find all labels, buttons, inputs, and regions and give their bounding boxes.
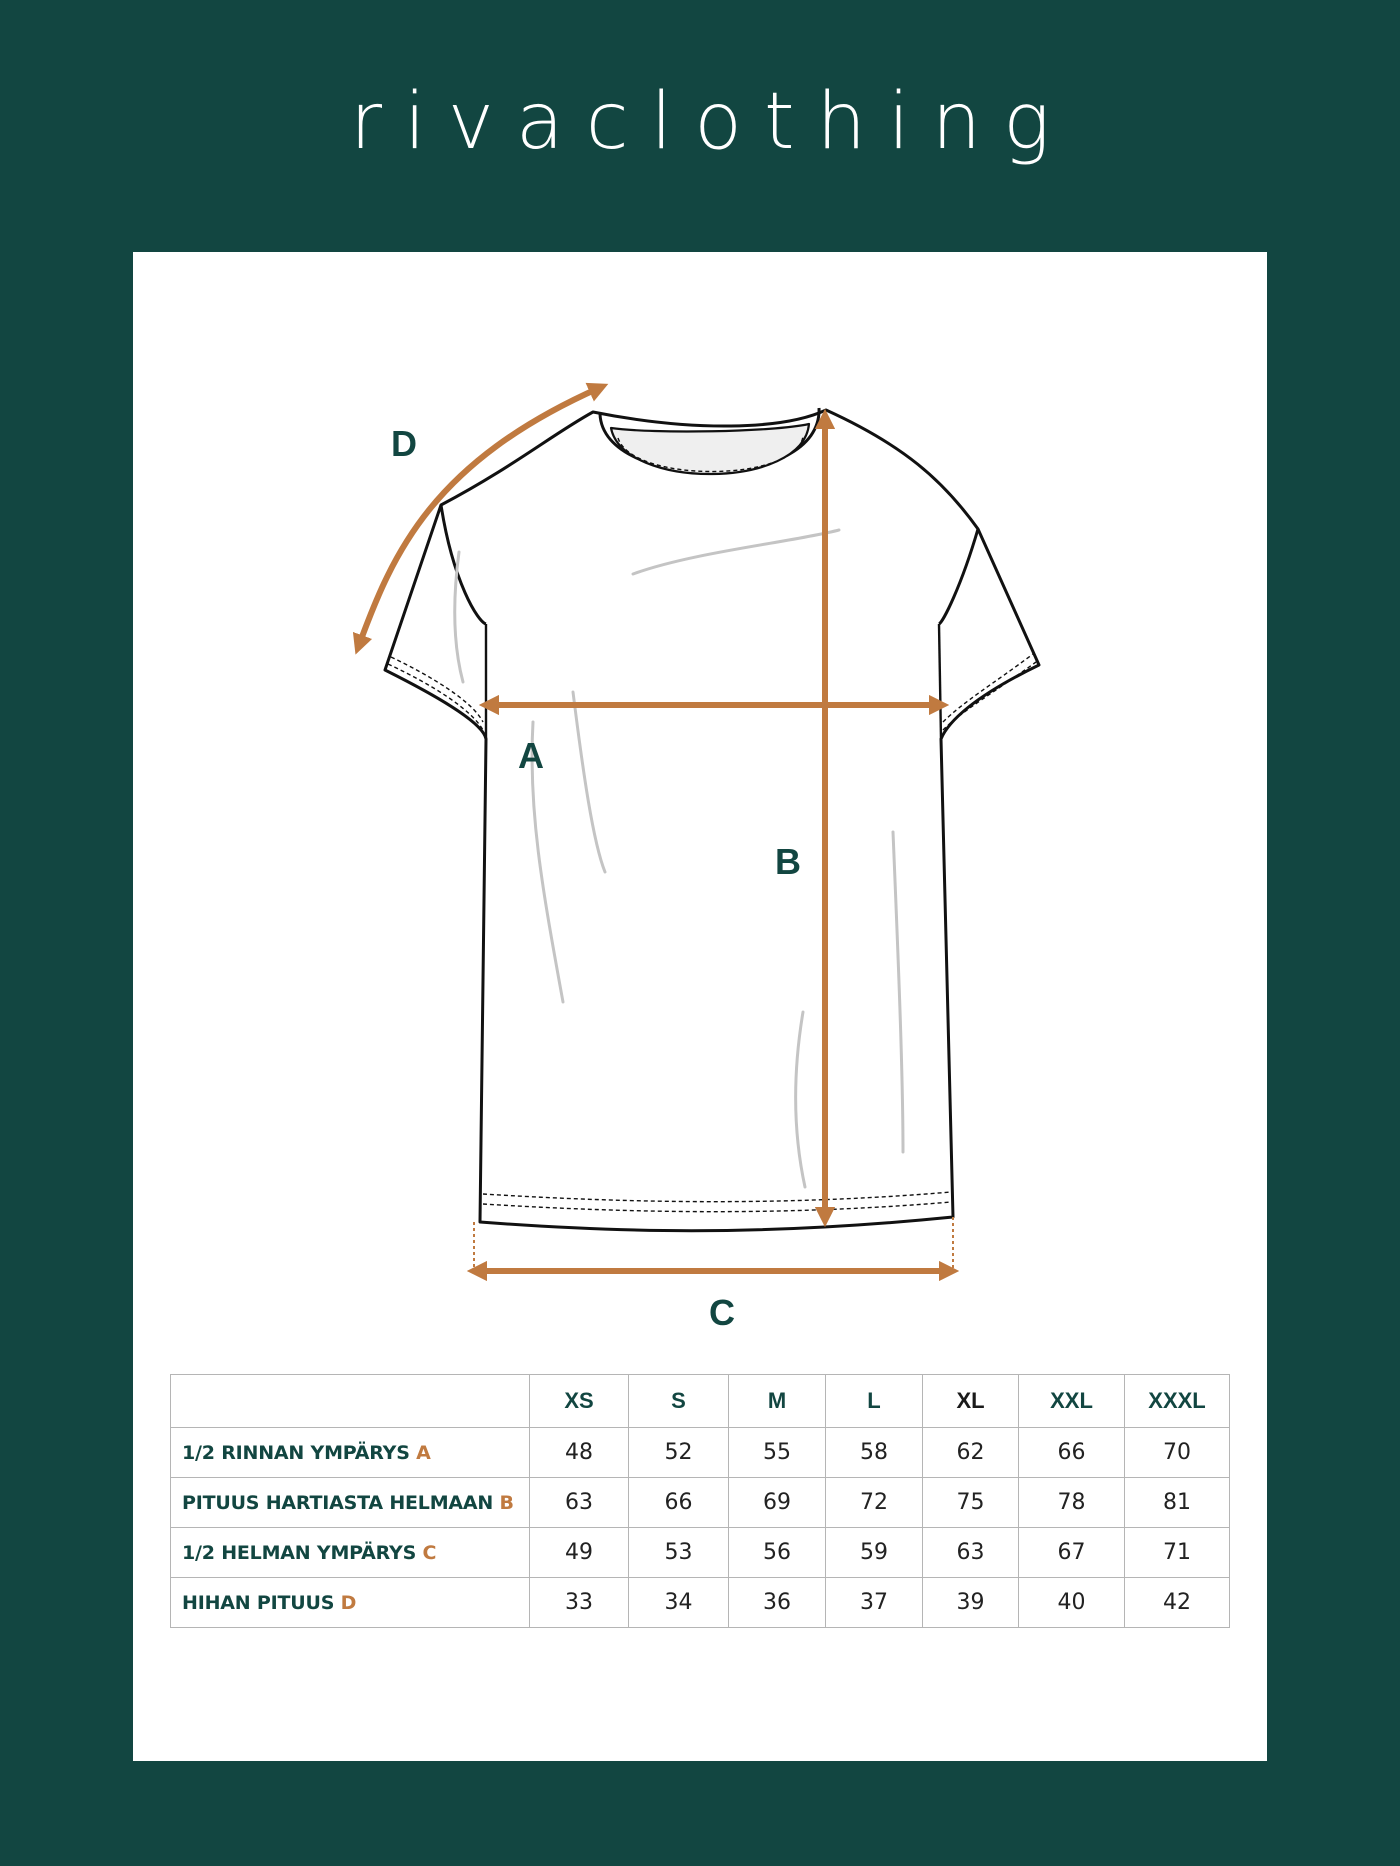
header-size-xxl: XXL — [1019, 1375, 1125, 1428]
table-cell: 36 — [729, 1578, 826, 1628]
table-cell: 48 — [530, 1428, 629, 1478]
table-cell: 58 — [826, 1428, 923, 1478]
row-label: HIHAN PITUUS D — [171, 1578, 530, 1628]
table-cell: 59 — [826, 1528, 923, 1578]
table-header-row — [171, 1375, 1230, 1428]
table-cell: 78 — [1019, 1478, 1125, 1528]
row-label: 1/2 RINNAN YMPÄRYS A — [171, 1428, 530, 1478]
table-cell: 33 — [530, 1578, 629, 1628]
label-d: D — [391, 423, 417, 464]
table-cell: 67 — [1019, 1528, 1125, 1578]
tshirt-outline — [385, 408, 1039, 1231]
table-cell: 81 — [1125, 1478, 1230, 1528]
table-cell: 37 — [826, 1578, 923, 1628]
table-cell: 69 — [729, 1478, 826, 1528]
header-empty-cell — [171, 1375, 530, 1428]
header-size-m: M — [729, 1375, 826, 1428]
tshirt-diagram — [133, 252, 1267, 1372]
table-cell: 63 — [923, 1528, 1019, 1578]
table-cell: 71 — [1125, 1528, 1230, 1578]
label-b: B — [775, 841, 801, 882]
table-cell: 52 — [629, 1428, 729, 1478]
row-label: PITUUS HARTIASTA HELMAAN B — [171, 1478, 530, 1528]
brand-logo: rivaclothing — [350, 77, 1072, 167]
header-size-s: S — [629, 1375, 729, 1428]
table-row — [171, 1428, 1230, 1478]
table-cell: 66 — [1019, 1428, 1125, 1478]
table-cell: 72 — [826, 1478, 923, 1528]
table-cell: 53 — [629, 1528, 729, 1578]
table-cell: 75 — [923, 1478, 1019, 1528]
table-row — [171, 1528, 1230, 1578]
table-cell: 70 — [1125, 1428, 1230, 1478]
header-size-xl: XL — [923, 1375, 1019, 1428]
table-row — [171, 1578, 1230, 1628]
table-cell: 40 — [1019, 1578, 1125, 1628]
header-size-xs: XS — [530, 1375, 629, 1428]
table-cell: 49 — [530, 1528, 629, 1578]
row-label: 1/2 HELMAN YMPÄRYS C — [171, 1528, 530, 1578]
header-size-xxxl: XXXL — [1125, 1375, 1230, 1428]
size-guide-card — [133, 252, 1267, 1761]
table-cell: 34 — [629, 1578, 729, 1628]
header-size-l: L — [826, 1375, 923, 1428]
table-row — [171, 1478, 1230, 1528]
table-cell: 63 — [530, 1478, 629, 1528]
size-table — [170, 1374, 1230, 1628]
table-cell: 66 — [629, 1478, 729, 1528]
table-cell: 39 — [923, 1578, 1019, 1628]
label-c: C — [709, 1292, 735, 1333]
table-cell: 56 — [729, 1528, 826, 1578]
table-cell: 55 — [729, 1428, 826, 1478]
table-cell: 42 — [1125, 1578, 1230, 1628]
label-a: A — [518, 735, 544, 776]
table-cell: 62 — [923, 1428, 1019, 1478]
